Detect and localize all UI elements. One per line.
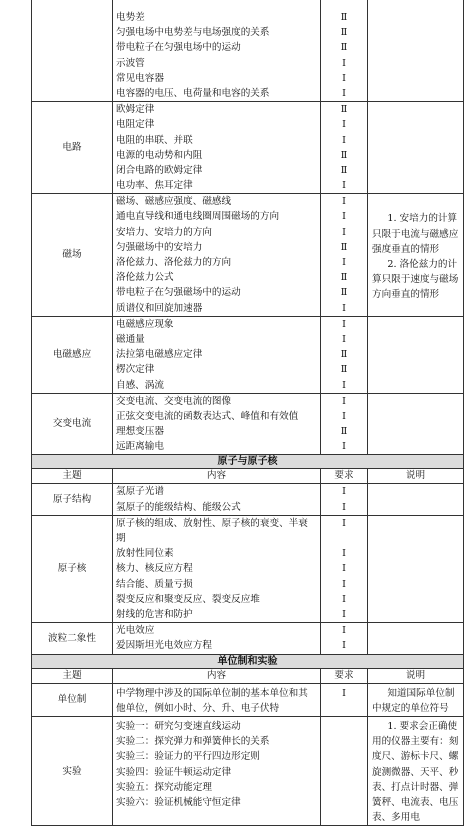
content-item: 实验四：验证牛顿运动定律 <box>116 766 232 778</box>
content-item: 正弦交变电流的函数表达式、峰值和有效值 <box>116 410 299 422</box>
req-value: Ⅰ <box>342 57 346 69</box>
req-value: Ⅰ <box>342 226 346 238</box>
row-atomic-structure <box>32 484 464 515</box>
content-cell <box>113 515 321 622</box>
req-value: Ⅰ <box>342 379 346 391</box>
row-electric-field <box>32 0 464 102</box>
column-header-row <box>32 469 464 484</box>
req-value: Ⅱ <box>340 149 348 161</box>
req-cell: Ⅰ <box>321 683 368 716</box>
content-item: 实验一：研究匀变速直线运动 <box>116 720 241 732</box>
content-item: 氢原子的能级结构、能级公式 <box>116 501 241 513</box>
req-value: Ⅰ <box>342 625 346 637</box>
req-value: Ⅱ <box>340 104 348 116</box>
content-item: 结合能、质量亏损 <box>116 578 193 590</box>
note-cell <box>368 316 464 393</box>
content-item: 放射性同位素 <box>116 548 174 560</box>
content-cell <box>113 0 321 102</box>
header-note: 说明 <box>368 668 464 683</box>
section-title: 原子与原子核 <box>32 455 464 469</box>
note-cell <box>368 0 464 102</box>
content-cell <box>113 623 321 654</box>
content-item: 核力、核反应方程 <box>116 563 193 575</box>
note-item: 2. 洛伦兹力的计算只限于速度与磁场方向垂直的情形 <box>372 259 459 301</box>
topic-cell: 实验 <box>32 716 113 825</box>
req-value: Ⅰ <box>342 486 346 498</box>
row-magnetic-field <box>32 194 464 317</box>
content-item: 常见电容器 <box>116 72 164 84</box>
content-item: 电阻定律 <box>116 119 155 131</box>
content-item: 法拉第电磁感应定律 <box>116 349 203 361</box>
section-header-atom <box>32 455 464 469</box>
content-cell <box>113 716 321 825</box>
column-header-row <box>32 668 464 683</box>
req-cell <box>321 484 368 515</box>
note-cell: 知道国际单位制中规定的单位符号 <box>368 683 464 716</box>
topic-cell: 电磁感应 <box>32 316 113 393</box>
content-item: 电阻的串联、并联 <box>116 134 193 146</box>
content-cell <box>113 393 321 455</box>
header-req: 要求 <box>321 668 368 683</box>
content-cell <box>113 102 321 194</box>
req-value: Ⅰ <box>342 180 346 192</box>
content-item: 带电粒子在匀强电场中的运动 <box>116 42 241 54</box>
content-item: 交变电流、交变电流的图像 <box>116 395 232 407</box>
req-cell <box>321 194 368 317</box>
note-cell <box>368 515 464 622</box>
content-item: 光电效应 <box>116 625 155 637</box>
content-item: 原子核的组成、放射性、原子核的衰变、半衰期 <box>116 517 308 545</box>
row-wave-particle-duality <box>32 623 464 654</box>
content-item: 电功率、焦耳定律 <box>116 180 193 192</box>
req-value: Ⅰ <box>342 318 346 330</box>
header-topic: 主题 <box>32 668 113 683</box>
content-item: 安培力、安培力的方向 <box>116 226 212 238</box>
content-item: 电势差 <box>116 12 145 23</box>
content-cell <box>113 194 321 317</box>
req-cell <box>321 316 368 393</box>
req-value: Ⅱ <box>340 12 348 23</box>
topic-cell: 原子核 <box>32 515 113 622</box>
req-cell <box>321 716 368 825</box>
topic-cell: 原子结构 <box>32 484 113 515</box>
content-item: 匀强电场中电势差与电场强度的关系 <box>116 27 270 39</box>
content-item: 楞次定律 <box>116 364 155 376</box>
req-value: Ⅰ <box>342 563 346 575</box>
req-value: Ⅱ <box>340 287 348 299</box>
header-content: 内容 <box>113 668 321 683</box>
req-value: Ⅱ <box>340 164 348 176</box>
req-cell <box>321 102 368 194</box>
req-value: Ⅰ <box>342 134 346 146</box>
note-cell: 1. 要求会正确使用的仪器主要有：刻度尺、游标卡尺、螺旋测微器、天平、秒表、打点计时器、弹簧秤、电流表、电压表、多用电 <box>368 716 464 825</box>
content-item: 磁场、磁感应强度、磁感线 <box>116 196 232 208</box>
req-cell <box>321 393 368 455</box>
req-cell <box>321 515 368 622</box>
content-cell: 中学物理中涉及的国际单位制的基本单位和其他单位，例如小时、分、升、电子伏特 <box>113 683 321 716</box>
req-value: Ⅰ <box>342 410 346 422</box>
req-value: Ⅱ <box>340 42 348 54</box>
syllabus-table <box>31 0 464 826</box>
row-unit-system <box>32 683 464 716</box>
content-item: 实验六：验证机械能守恒定律 <box>116 796 241 808</box>
content-item: 实验三：验证力的平行四边形定则 <box>116 751 260 763</box>
note-cell <box>368 393 464 455</box>
note-cell <box>368 102 464 194</box>
content-cell <box>113 316 321 393</box>
req-value: Ⅰ <box>342 333 346 345</box>
content-item: 匀强磁场中的安培力 <box>116 241 203 253</box>
req-value: Ⅰ <box>342 72 346 84</box>
req-value: Ⅰ <box>342 119 346 131</box>
topic-cell: 磁场 <box>32 194 113 317</box>
content-item: 示波管 <box>116 57 145 69</box>
section-header-units <box>32 654 464 668</box>
header-topic: 主题 <box>32 469 113 484</box>
content-item: 氢原子光谱 <box>116 486 164 498</box>
content-item: 自感、涡流 <box>116 379 164 391</box>
content-item: 电容器的电压、电荷量和电容的关系 <box>116 87 270 99</box>
row-alternating-current <box>32 393 464 455</box>
content-item: 实验五：探究动能定理 <box>116 781 212 793</box>
req-value: Ⅰ <box>342 548 346 560</box>
req-value: Ⅰ <box>342 395 346 407</box>
req-cell <box>321 623 368 654</box>
note-cell <box>368 194 464 317</box>
row-circuit <box>32 102 464 194</box>
req-value: Ⅰ <box>342 302 346 314</box>
req-value: Ⅰ <box>342 257 346 268</box>
req-value: Ⅰ <box>342 441 346 453</box>
content-item: 质谱仪和回旋加速器 <box>116 302 203 314</box>
note-cell <box>368 623 464 654</box>
content-item: 洛伦兹力、洛伦兹力的方向 <box>116 257 232 268</box>
req-value: Ⅱ <box>340 426 348 438</box>
content-item: 爱因斯坦光电效应方程 <box>116 640 212 652</box>
content-item: 射线的危害和防护 <box>116 608 193 620</box>
content-item: 理想变压器 <box>116 426 164 438</box>
header-content: 内容 <box>113 469 321 484</box>
content-cell <box>113 484 321 515</box>
content-item: 通电直导线和通电线圈周围磁场的方向 <box>116 211 280 223</box>
req-value: Ⅰ <box>342 196 346 208</box>
req-value: Ⅰ <box>342 593 346 605</box>
topic-cell <box>32 0 113 102</box>
req-cell <box>321 0 368 102</box>
req-value <box>324 531 364 546</box>
topic-cell: 单位制 <box>32 683 113 716</box>
row-induction <box>32 316 464 393</box>
content-item: 洛伦兹力公式 <box>116 272 174 284</box>
req-value: Ⅰ <box>342 517 346 529</box>
req-value: Ⅱ <box>340 241 348 253</box>
content-item: 电磁感应现象 <box>116 318 174 330</box>
content-item: 带电粒子在匀强磁场中的运动 <box>116 287 241 299</box>
req-value: Ⅱ <box>340 27 348 39</box>
content-item: 欧姆定律 <box>116 104 155 116</box>
content-item: 电源的电动势和内阻 <box>116 149 203 161</box>
content-item: 磁通量 <box>116 333 145 345</box>
content-item: 闭合电路的欧姆定律 <box>116 164 203 176</box>
topic-cell: 交变电流 <box>32 393 113 455</box>
req-value: Ⅰ <box>342 578 346 590</box>
req-value: Ⅰ <box>342 87 346 99</box>
header-note: 说明 <box>368 469 464 484</box>
req-value: Ⅰ <box>342 640 346 652</box>
note-cell <box>368 484 464 515</box>
req-value: Ⅰ <box>342 211 346 223</box>
row-experiments <box>32 716 464 825</box>
content-item: 裂变反应和聚变反应、裂变反应堆 <box>116 593 260 605</box>
topic-cell: 电路 <box>32 102 113 194</box>
req-value: Ⅰ <box>342 608 346 620</box>
content-item: 远距离输电 <box>116 441 164 453</box>
req-value: Ⅱ <box>340 272 348 284</box>
content-item: 实验二：探究弹力和弹簧伸长的关系 <box>116 736 270 748</box>
req-value: Ⅱ <box>340 349 348 361</box>
req-value: Ⅰ <box>342 501 346 513</box>
topic-cell: 波粒二象性 <box>32 623 113 654</box>
note-item: 1. 安培力的计算只限于电流与磁感应强度垂直的情形 <box>372 213 459 255</box>
req-value: Ⅱ <box>340 364 348 376</box>
row-nucleus <box>32 515 464 622</box>
header-req: 要求 <box>321 469 368 484</box>
section-title: 单位制和实验 <box>32 654 464 668</box>
